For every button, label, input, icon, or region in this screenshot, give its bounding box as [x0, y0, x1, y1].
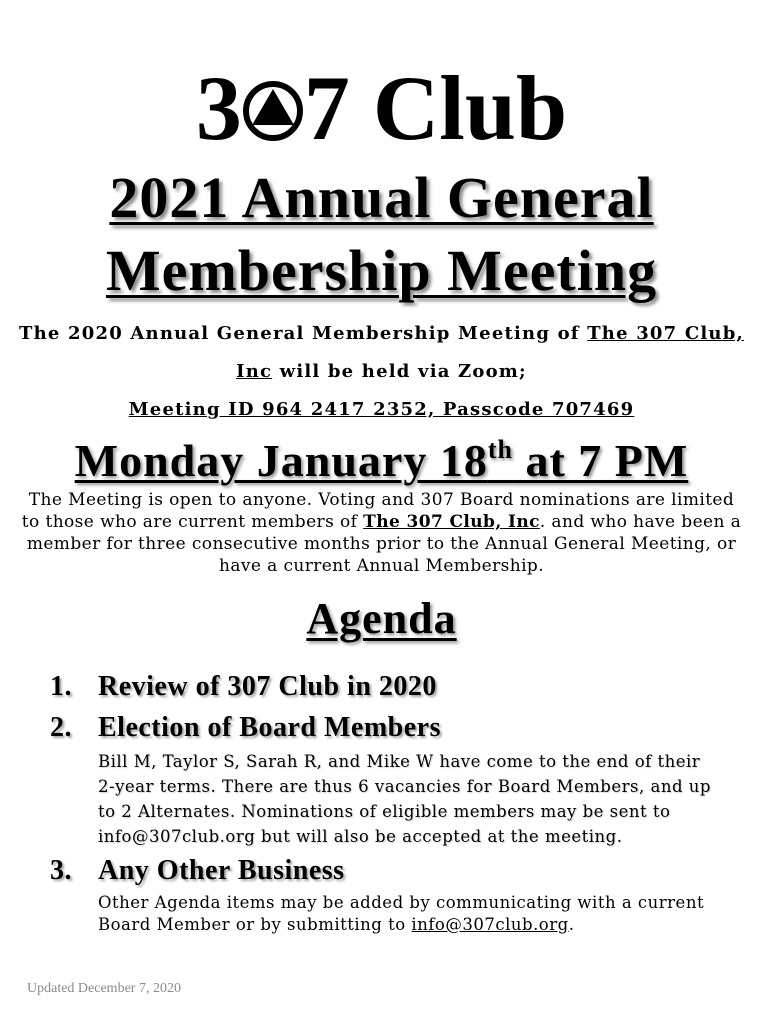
body-line: have a current Annual Membership. — [218, 556, 544, 576]
logo-text-right: 7 Club — [303, 57, 568, 159]
body-text: . and who have been a — [539, 512, 742, 532]
intro-line-1 — [0, 323, 763, 344]
title-line-2: Membership Meeting — [105, 238, 658, 303]
agenda-heading: Agenda — [306, 594, 457, 643]
date-main: Monday January 18 — [74, 435, 488, 486]
description-line: info@307club.org but will also be accepted at the meeting. — [98, 827, 623, 846]
club-inc-text: Inc — [236, 361, 273, 382]
title-line-1: 2021 Annual General — [109, 165, 654, 230]
circle-triangle-icon — [243, 81, 303, 141]
updated-date: Updated December 7, 2020 — [27, 981, 181, 996]
meeting-date — [0, 434, 763, 488]
agenda-item-description — [98, 749, 728, 849]
intro-zoom-text: will be held via Zoom; — [272, 361, 527, 382]
body-text: to those who are current members of — [21, 512, 364, 532]
agenda-item-title: Election of Board Members — [98, 712, 441, 743]
agenda-item-number: 3. — [50, 855, 72, 886]
email-link[interactable]: info@307club.org — [411, 915, 569, 934]
body-line: The Meeting is open to anyone. Voting and 307 Board nominations are limited — [28, 490, 735, 510]
agenda-item-description — [98, 892, 728, 936]
agenda-item-title: Review of 307 Club in 2020 — [98, 671, 437, 702]
agenda-item-number: 2. — [50, 712, 72, 743]
intro-line-2 — [0, 361, 763, 382]
meeting-id: Meeting ID 964 2417 2352, Passcode 707469 — [128, 399, 635, 420]
logo-text-left: 3 — [195, 57, 242, 159]
description-line: 2-year terms. There are thus 6 vacancies for Board Members, and up — [98, 777, 711, 796]
date-time: at 7 PM — [512, 435, 689, 486]
description-line: Bill M, Taylor S, Sarah R, and Mike W have come to the end of their — [98, 752, 701, 771]
agenda-item-number: 1. — [50, 671, 72, 702]
intro-text: The 2020 Annual General Membership Meeting of — [19, 323, 588, 344]
date-suffix: th — [487, 435, 513, 464]
eligibility-paragraph — [20, 489, 743, 577]
description-text: . — [568, 915, 575, 934]
agenda-item-title: Any Other Business — [98, 855, 345, 886]
body-line — [20, 511, 743, 533]
body-line: member for three consecutive months prior to the Annual General Meeting, or — [26, 534, 737, 554]
club-logo — [0, 58, 763, 158]
description-text: Board Member or by submitting to — [98, 915, 412, 934]
description-line: Other Agenda items may be added by communicating with a current — [98, 893, 705, 912]
description-line — [98, 914, 728, 936]
club-name-bold: The 307 Club, Inc — [363, 512, 540, 532]
description-line: to 2 Alternates. Nominations of eligible members may be sent to — [98, 802, 671, 821]
club-name-link: The 307 Club, — [587, 323, 744, 344]
